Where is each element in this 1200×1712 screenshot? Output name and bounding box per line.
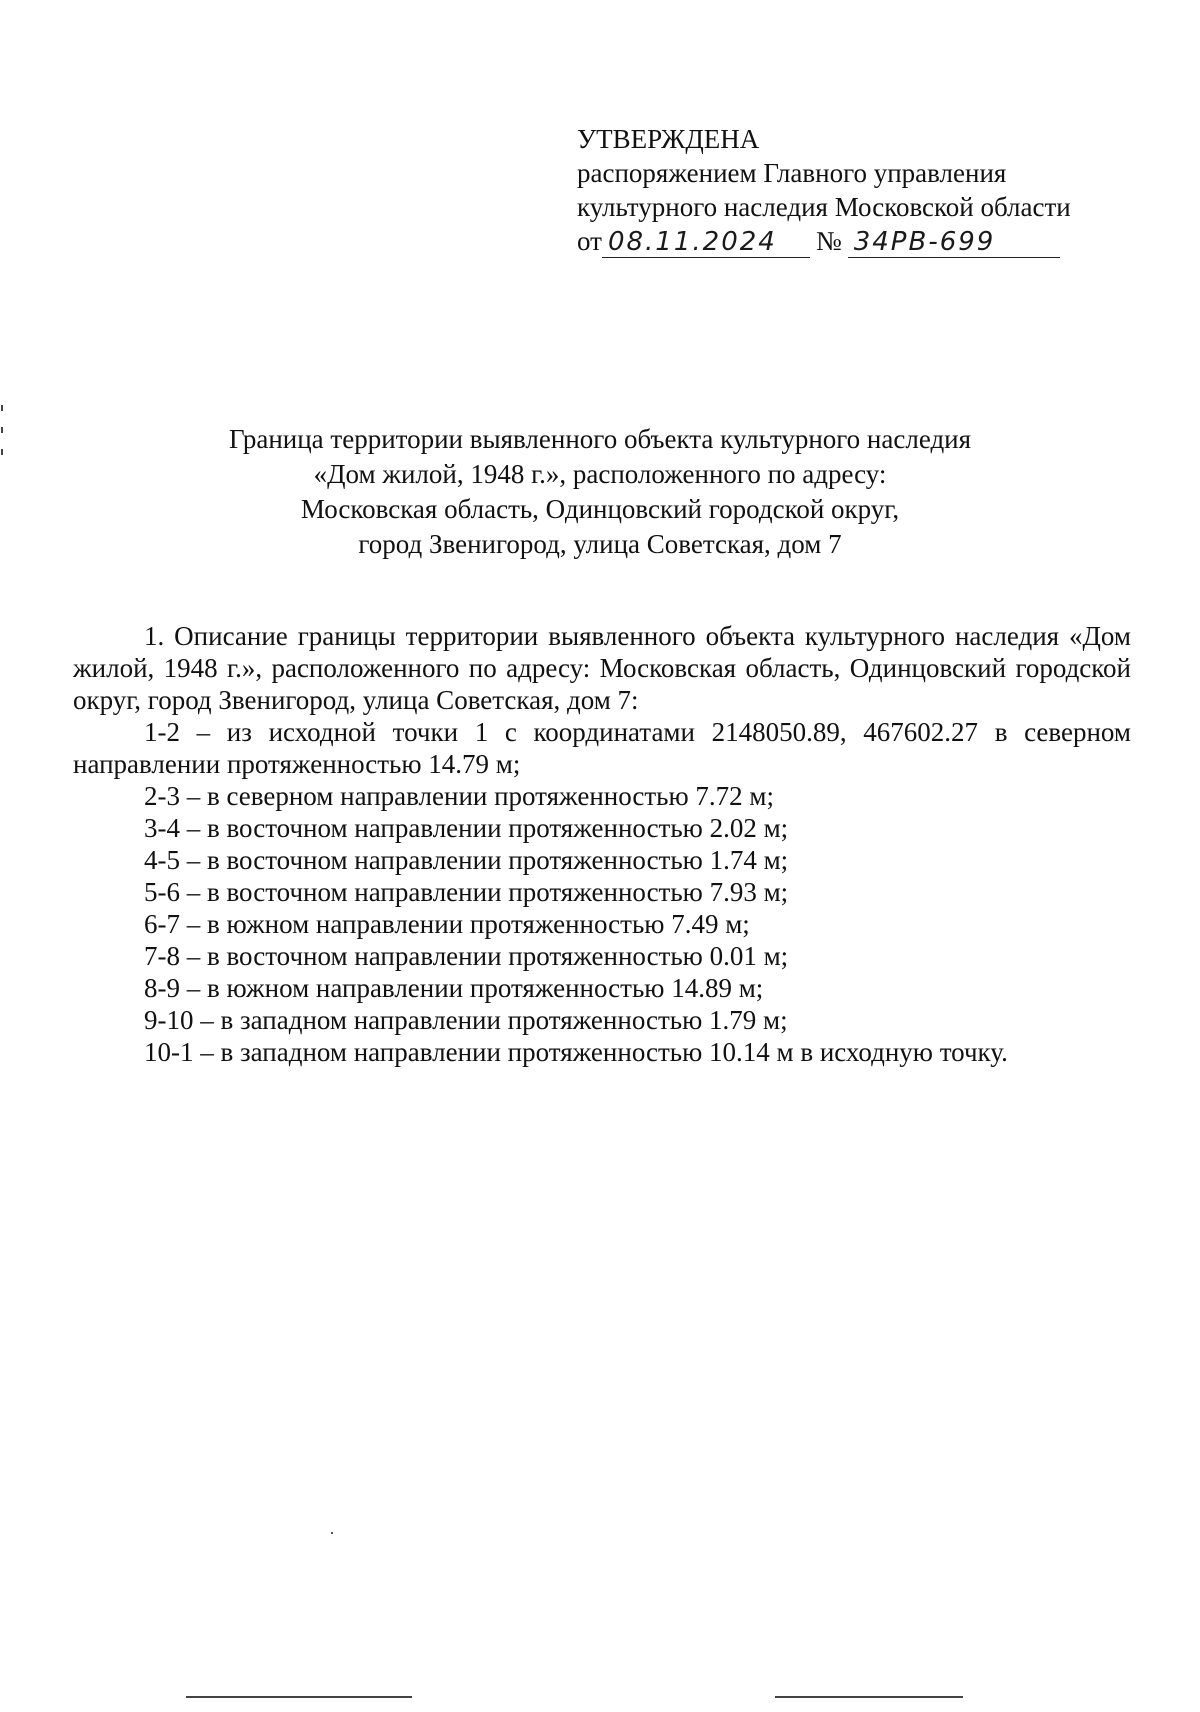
segment-8-9: 8-9 – в южном направлении протяженностью 14.89 м; [144, 973, 764, 1003]
title-line-2: «Дом жилой, 1948 г.», расположенного по адресу: [313, 459, 887, 489]
segment-7-8: 7-8 – в восточном направлении протяженностью 0.01 м; [144, 941, 789, 971]
segment-9-10: 9-10 – в западном направлении протяженностью 1.79 м; [144, 1005, 788, 1035]
number-prefix: № [815, 226, 842, 256]
scan-speck [331, 1532, 333, 1534]
document-title [100, 422, 1100, 562]
segment-2-3: 2-3 – в северном направлении протяженностью 7.72 м; [144, 781, 775, 811]
intro-paragraph: 1. Описание границы территории выявленного объекта культурного наследия «Дом жилой, 1948 г.», расположенного по адресу: Московская область, Одинцовский городской округ, город Звенигород, улица Советская, дом 7: [73, 621, 1131, 715]
title-line-3: Московская область, Одинцовский городской округ, [300, 494, 900, 524]
approval-date-number-row [577, 224, 1137, 258]
approval-heading: УТВЕРЖДЕНА [577, 124, 760, 154]
footer-rule-left [186, 1696, 412, 1698]
approval-block [577, 122, 1137, 258]
footer-rule-right [775, 1696, 963, 1698]
document-body [73, 620, 1131, 1068]
title-line-4: город Звенигород, улица Советская, дом 7 [358, 529, 842, 559]
segment-3-4: 3-4 – в восточном направлении протяженностью 2.02 м; [144, 813, 789, 843]
segment-4-5: 4-5 – в восточном направлении протяженностью 1.74 м; [144, 845, 789, 875]
segment-5-6: 5-6 – в восточном направлении протяженностью 7.93 м; [144, 877, 789, 907]
segment-1-2: 1-2 – из исходной точки 1 с координатами 2148050.89, 467602.27 в северном направлении протяженностью 14.79 м; [73, 717, 1131, 779]
approval-line-1: распоряжением Главного управления [577, 158, 1007, 188]
segment-6-7: 6-7 – в южном направлении протяженностью 7.49 м; [144, 909, 750, 939]
approval-line-2: культурного наследия Московской области [577, 192, 1071, 222]
scan-margin-mark [1, 405, 3, 465]
segment-10-1: 10-1 – в западном направлении протяженностью 10.14 м в исходную точку. [144, 1037, 1008, 1067]
date-prefix: от [577, 226, 602, 256]
title-line-1: Граница территории выявленного объекта культурного наследия [228, 424, 972, 454]
handwritten-date: 08.11.2024 [602, 227, 810, 258]
handwritten-number: 34РВ-699 [848, 227, 1060, 258]
